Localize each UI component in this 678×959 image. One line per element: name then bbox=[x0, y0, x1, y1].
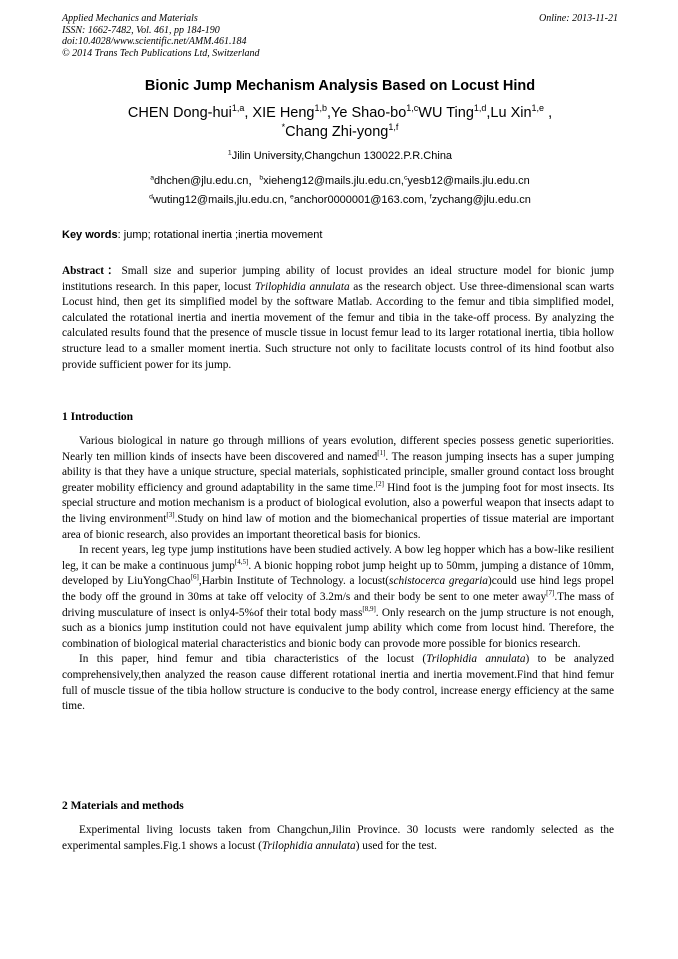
citation: [7] bbox=[546, 589, 555, 598]
keywords-label: Key words bbox=[62, 229, 118, 241]
author-name: XIE Heng bbox=[252, 105, 315, 121]
author-separator: , bbox=[244, 105, 253, 121]
author-separator: , bbox=[486, 105, 491, 121]
copyright-line: © 2014 Trans Tech Publications Ltd, Switzerland bbox=[62, 47, 260, 59]
species-name: schistocerca gregaria bbox=[389, 575, 488, 588]
email-line-1 bbox=[62, 172, 618, 188]
text-run: .The mass of driving musculature of insect is only4-5%of their total body mass bbox=[62, 590, 614, 619]
email-address: dhchen@jlu.edu.cn， bbox=[153, 175, 260, 187]
text-run: ) used for the test. bbox=[355, 839, 437, 852]
author-line-2 bbox=[62, 123, 618, 142]
author-separator: , bbox=[544, 105, 553, 121]
text-run: . Only research on the jump structure is not enough, such as a bionics jump institution could not have equivalent jump ability which come from locust hind. Therefore, the combination of biological material characteristics and bionic body can provode more possible for bionics research. bbox=[62, 606, 614, 650]
citation: [6] bbox=[190, 573, 199, 582]
text-run: In this paper, hind femur and tibia characteristics of the locust ( bbox=[79, 653, 427, 666]
paragraph bbox=[62, 543, 614, 652]
citation: [4,5] bbox=[234, 557, 249, 566]
affiliation-text: Jilin University,Changchun 130022.P.R.China bbox=[231, 150, 453, 162]
email-address: zychang@jlu.edu.cn bbox=[431, 194, 531, 206]
email-address: anchor0000001@163.com, bbox=[293, 194, 430, 206]
email-address: xieheng12@mails.jlu.edu.cn, bbox=[263, 175, 404, 187]
paragraph bbox=[62, 434, 614, 543]
species-name: Trilophidia annulata bbox=[254, 280, 350, 293]
online-date: Online: 2013-11-21 bbox=[539, 13, 618, 24]
paragraph bbox=[62, 823, 614, 854]
abstract bbox=[62, 264, 614, 373]
text-run: In recent years, leg type jump institutions have been studied actively. A bow leg hopper which has a bow-like resilient leg, it can be make a continuous jump bbox=[62, 544, 614, 572]
paragraph bbox=[62, 652, 614, 714]
journal-info bbox=[62, 13, 260, 59]
text-run: .Study on hind law of motion and the biomechanical properties of tissue material are important area of bionic research, also provides an important theoretical basis for bionics. bbox=[62, 512, 614, 541]
author-name: WU Ting bbox=[418, 105, 474, 121]
email-address: yesb12@mails.jlu.edu.cn bbox=[407, 175, 530, 187]
citation: [2] bbox=[375, 480, 384, 489]
doi-line: doi:10.4028/www.scientific.net/AMM.461.184 bbox=[62, 36, 247, 47]
text-run: ) to be analyzed comprehensively,then analyzed the reason cause different rotational inertia and inertia movement.Find that hind femur full of muscle tissue of the tibia hollow structure is conducive to the body control, increase energy efficiency at the same time. bbox=[62, 653, 614, 713]
author-separator: , bbox=[327, 105, 332, 121]
text-run: . The reason jumping insects has a super jumping ability is that they have a unique structure, special materials, sophisticated principle, smaller ground contact loss brought greater mobility efficiency and ground adaptability in the same time. bbox=[62, 450, 615, 494]
author-affiliation-mark: 1,c bbox=[406, 103, 419, 114]
citation: [3] bbox=[166, 511, 175, 520]
section-heading-materials-methods: 2 Materials and methods bbox=[62, 800, 184, 812]
text-run: . A bionic hopping robot jump height up to 50mm, jumping a distance of 10mm, developed by LiuYongChao bbox=[62, 559, 614, 588]
author-name: CHEN Dong-hui bbox=[127, 105, 232, 121]
text-run: Experimental living locusts taken from Changchun,Jilin Province. 30 locusts were randomly selected as the experimental samples.Fig.1 shows a locust ( bbox=[62, 824, 614, 852]
paper-title: Bionic Jump Mechanism Analysis Based on Locust Hind bbox=[144, 78, 536, 94]
species-name: Trilophidia annulata bbox=[426, 653, 526, 666]
introduction-body bbox=[62, 434, 614, 715]
email-mark: f bbox=[429, 193, 432, 201]
corresponding-author-mark: * bbox=[281, 122, 286, 133]
keywords-text: : jump; rotational inertia ;inertia movement bbox=[117, 229, 323, 241]
email-mark: e bbox=[290, 193, 294, 201]
species-name: Trilophidia annulata bbox=[261, 839, 356, 852]
text-run: Hind foot is the jumping foot for most insects. Its special structure and motion mechanism is a product of biological evolution, also a powerful weapon that insects adapt to the living environment bbox=[62, 481, 614, 525]
citation: [1] bbox=[377, 448, 386, 457]
author-affiliation-mark: 1,a bbox=[231, 103, 245, 114]
keywords bbox=[62, 229, 322, 241]
affiliation bbox=[62, 150, 618, 162]
author-affiliation-mark: 1,e bbox=[531, 103, 545, 114]
email-mark: c bbox=[403, 174, 408, 182]
issn-line: ISSN: 1662-7482, Vol. 461, pp 184-190 bbox=[62, 24, 220, 36]
affiliation-mark: 1 bbox=[227, 149, 232, 157]
abstract-paragraph bbox=[62, 264, 614, 373]
abstract-label: Abstract bbox=[62, 265, 105, 277]
email-address: wuting12@mails,jlu.edu.cn, bbox=[152, 194, 291, 206]
text-run: )could use hind legs propel the body off the ground in 30ms at take off velocity of 3.2m/s and their body be sent to one meter away bbox=[62, 575, 614, 603]
author-list bbox=[62, 104, 618, 142]
author-line-1 bbox=[62, 104, 618, 123]
citation: [8,9] bbox=[362, 604, 376, 613]
author-affiliation-mark: 1,f bbox=[388, 122, 399, 133]
email-line-2 bbox=[62, 194, 618, 206]
email-mark: a bbox=[150, 174, 154, 182]
text-run: as the research object. Use three-dimensional scan warts Locust hind, then get its simplified model by the software Matlab. According to the femur and tibia simplified model, calculated the rotational inertia and inertia movement of the femur and tibia in the take-off process. By analyzing the calculated results found that the presence of muscle tissue in locust femur lead to its larger rotational inertia, tibia hollow structure lead to a smaller moment inertia. Such structure not only to facilitate locusts control of its hind footbut also provide sufficient power for its jump. bbox=[62, 280, 614, 371]
materials-methods-body bbox=[62, 823, 614, 854]
section-heading-introduction: 1 Introduction bbox=[62, 411, 134, 423]
author-name: Ye Shao-bo bbox=[331, 105, 407, 121]
text-run: ,Harbin Institute of Technology. a locust( bbox=[198, 575, 390, 588]
email-mark: d bbox=[149, 193, 153, 201]
author-name: Lu Xin bbox=[490, 105, 532, 121]
author-affiliation-mark: 1,d bbox=[473, 103, 487, 114]
text-run: Various biological in nature go through millions of years evolution, different species possess genetic superiorities. Nearly ten million kinds of insects have been discovered and named bbox=[62, 435, 614, 463]
author-name: Chang Zhi-yong bbox=[285, 124, 389, 140]
journal-name: Applied Mechanics and Materials bbox=[62, 13, 198, 24]
author-affiliation-mark: 1,b bbox=[314, 103, 327, 114]
email-mark: b bbox=[259, 174, 264, 182]
abstract-colon: ： bbox=[104, 265, 122, 277]
text-run: Small size and superior jumping ability of locust provides an ideal structure model for bionic jump institutions research. In this paper, locust bbox=[62, 265, 614, 293]
